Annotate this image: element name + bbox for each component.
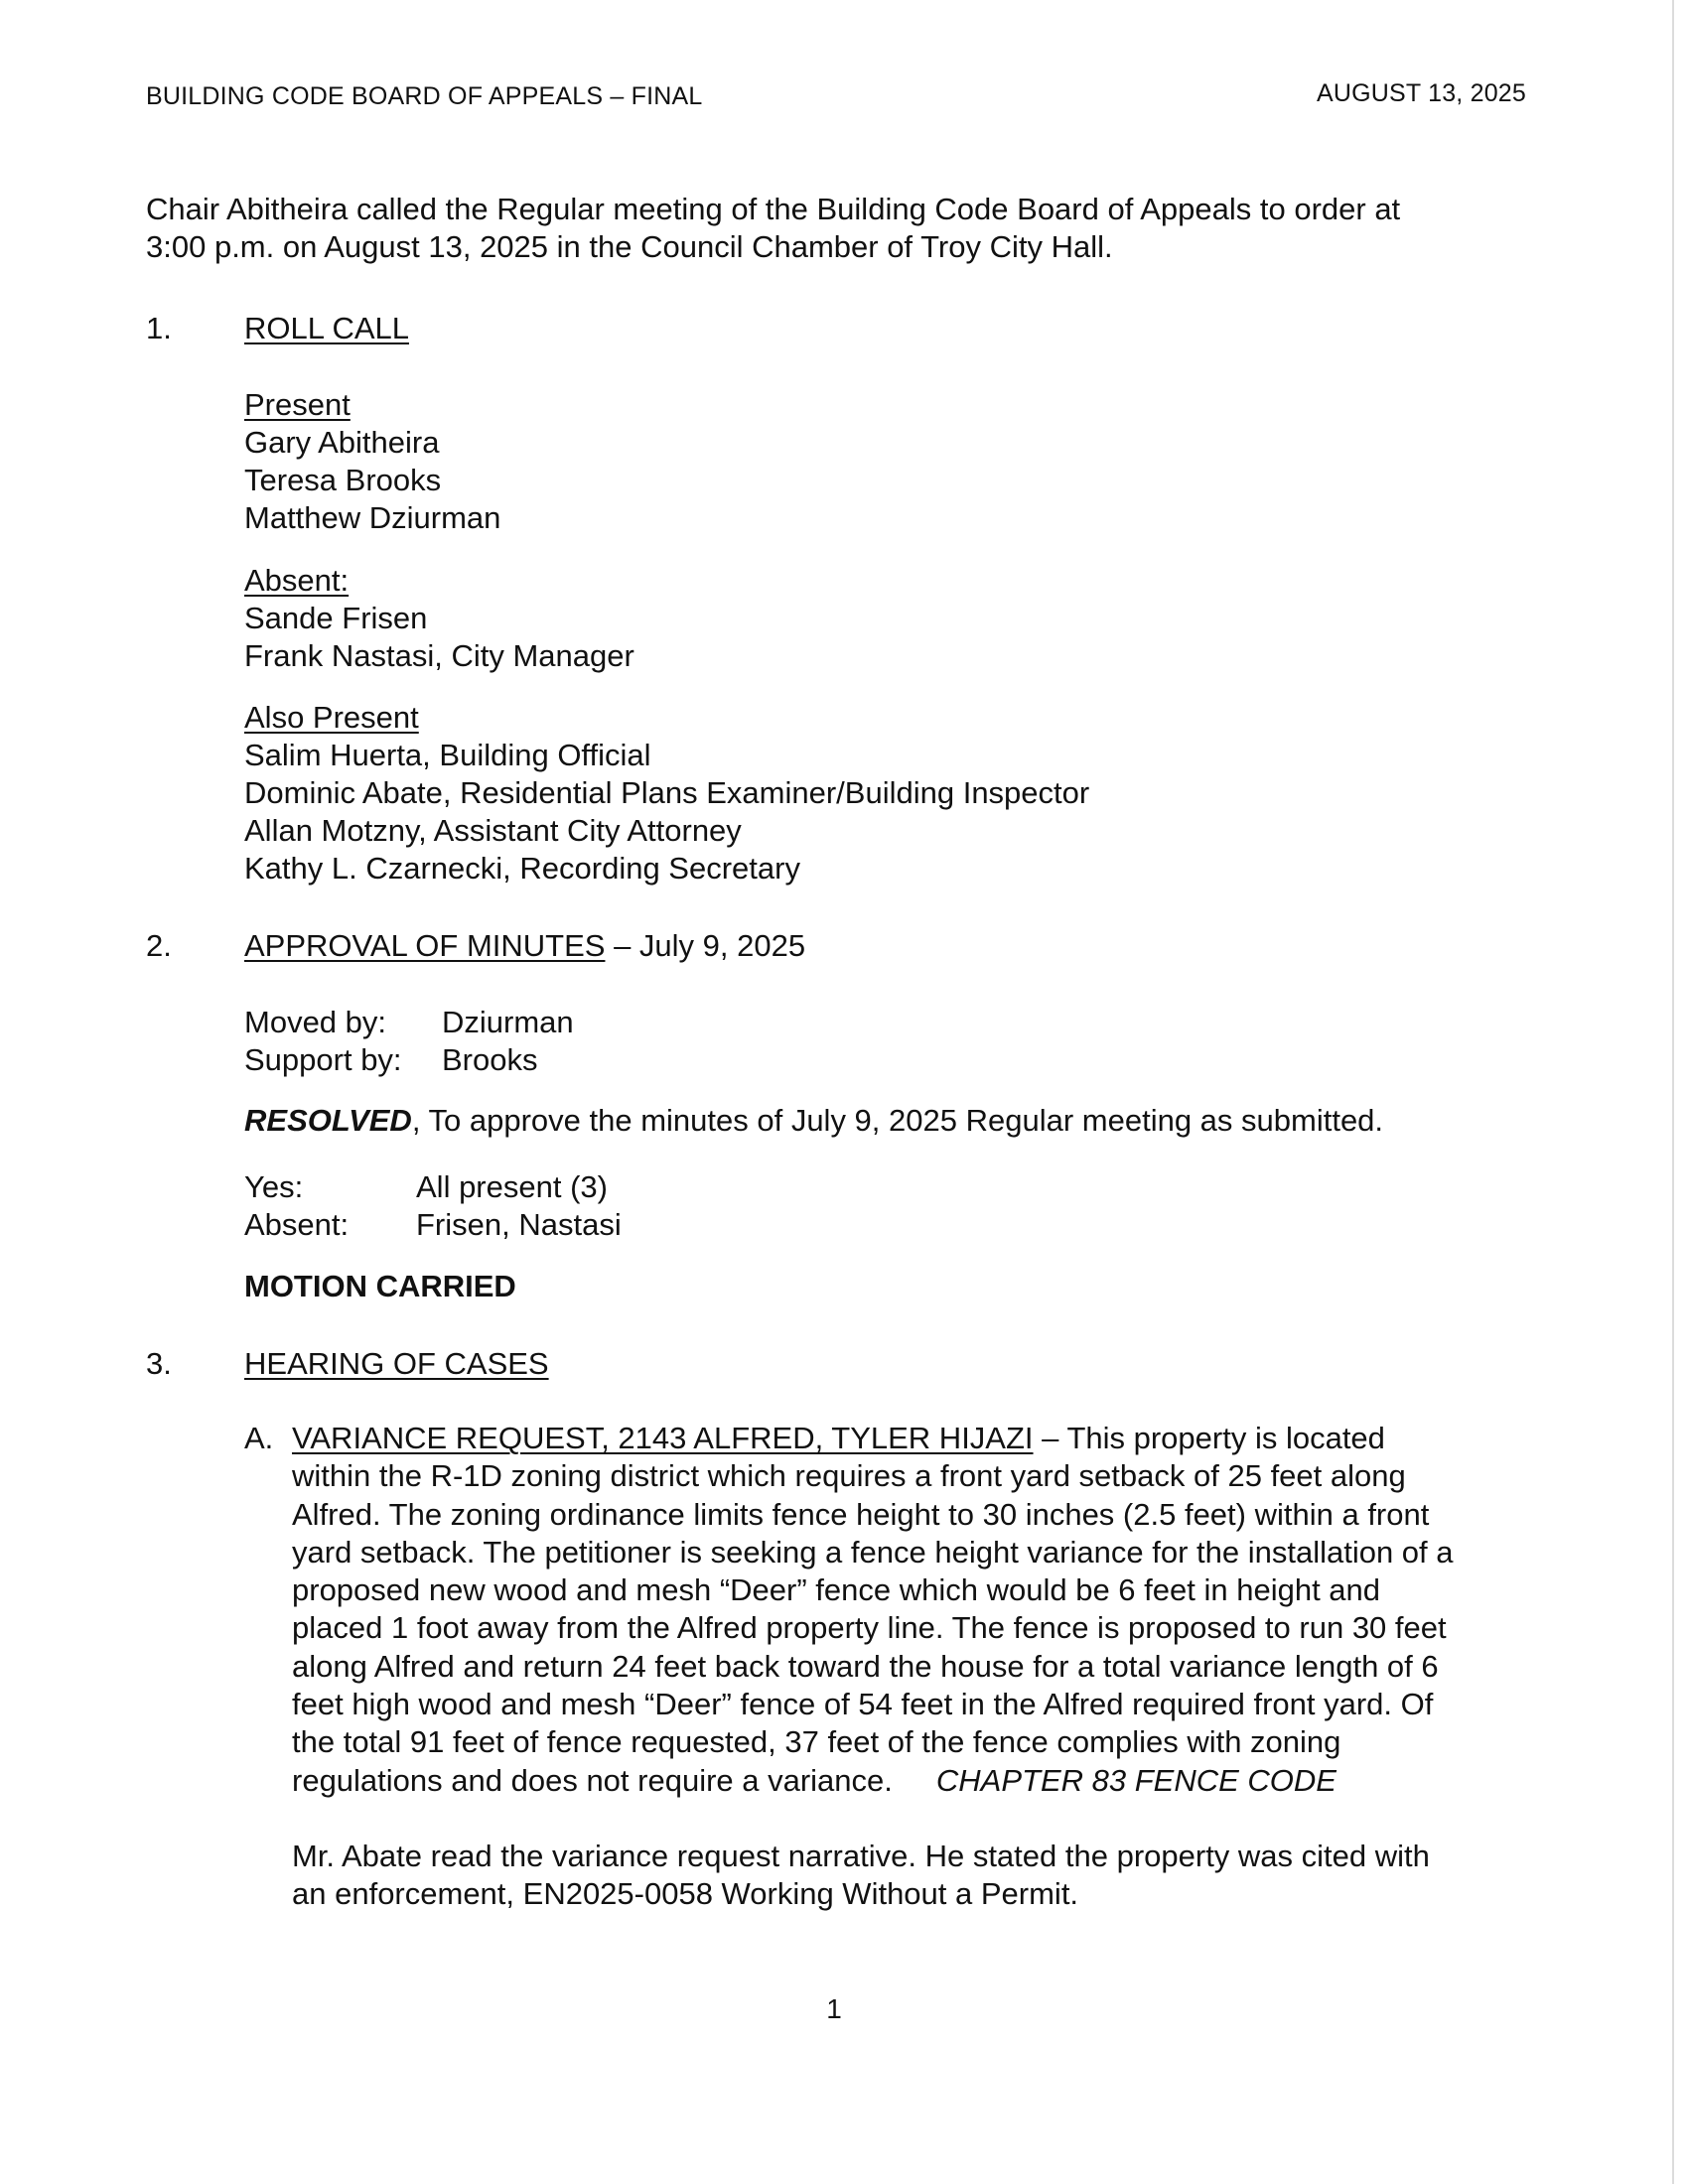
case-a-description [292, 1420, 1555, 1914]
case-a [244, 1420, 1555, 1914]
approval-title: APPROVAL OF MINUTES [244, 928, 606, 963]
header-title: BUILDING CODE BOARD OF APPEALS – FINAL [146, 82, 703, 110]
case-heading: VARIANCE REQUEST, 2143 ALFRED, TYLER HIJAZI [292, 1421, 1034, 1455]
staff-attendee: Salim Huerta, Building Official [244, 738, 651, 772]
case-line: within the R-1D zoning district which requires a front yard setback of 25 feet along [292, 1458, 1406, 1494]
code-reference: CHAPTER 83 FENCE CODE [935, 1762, 1336, 1798]
absent-label: Absent: [244, 563, 350, 598]
narrative-line: Mr. Abate read the variance request narrative. He stated the property was cited with [292, 1838, 1430, 1873]
absent-vote-label: Absent: [244, 1207, 350, 1242]
case-letter: A. [244, 1421, 274, 1455]
resolution [244, 1102, 1383, 1140]
absent-vote-value: Frisen, Nastasi [416, 1207, 622, 1242]
support-by-value: Brooks [442, 1042, 538, 1077]
absent-list [244, 562, 634, 675]
section-number-approval: 2. [146, 928, 172, 963]
staff-attendee: Kathy L. Czarnecki, Recording Secretary [244, 851, 800, 886]
present-label: Present [244, 387, 351, 422]
section-title-approval [244, 927, 805, 965]
attendee: Matthew Dziurman [244, 500, 501, 535]
moved-by-label: Moved by: [244, 1005, 387, 1039]
case-line: proposed new wood and mesh “Deer” fence which would be 6 feet in height and [292, 1572, 1381, 1608]
staff-attendee: Dominic Abate, Residential Plans Examiner/Building Inspector [244, 775, 1090, 810]
intro-paragraph [146, 191, 1556, 266]
page-number: 1 [826, 1993, 842, 2024]
resolved-label: RESOLVED [244, 1103, 412, 1138]
motion-result: MOTION CARRIED [244, 1269, 516, 1303]
case-line: placed 1 foot away from the Alfred property line. The fence is proposed to run 30 feet [292, 1610, 1447, 1646]
case-last-line: regulations and does not require a variance. [292, 1762, 893, 1798]
intro-line: 3:00 p.m. on August 13, 2025 in the Council Chamber of Troy City Hall. [146, 229, 1113, 264]
attendee: Teresa Brooks [244, 463, 442, 497]
case-heading-suffix: – This property is located [1033, 1421, 1385, 1455]
absentee: Frank Nastasi, City Manager [244, 638, 634, 673]
yes-value: All present (3) [416, 1169, 608, 1204]
case-line: feet high wood and mesh “Deer” fence of 54 feet in the Alfred required front yard. Of [292, 1687, 1434, 1722]
attendee: Gary Abitheira [244, 425, 440, 460]
section-title-hearing: HEARING OF CASES [244, 1346, 549, 1381]
present-list [244, 386, 500, 537]
also-present-label: Also Present [244, 700, 419, 735]
section-number-roll-call: 1. [146, 311, 172, 345]
moved-by-value: Dziurman [442, 1005, 574, 1039]
yes-label: Yes: [244, 1169, 304, 1204]
case-line: along Alfred and return 24 feet back toward the house for a total variance length of 6 [292, 1648, 1439, 1684]
intro-line: Chair Abitheira called the Regular meeting of the Building Code Board of Appeals to order at [146, 192, 1401, 226]
absentee: Sande Frisen [244, 601, 428, 635]
narrative-line: an enforcement, EN2025-0058 Working Without a Permit. [292, 1876, 1079, 1912]
case-line: Alfred. The zoning ordinance limits fence height to 30 inches (2.5 feet) within a front [292, 1496, 1430, 1532]
resolved-text: , To approve the minutes of July 9, 2025 Regular meeting as submitted. [411, 1103, 1384, 1138]
section-number-hearing: 3. [146, 1346, 172, 1381]
scan-page-edge [1672, 0, 1674, 2184]
case-line: yard setback. The petitioner is seeking a fence height variance for the installation of a [292, 1534, 1454, 1570]
section-title-roll-call: ROLL CALL [244, 311, 409, 345]
support-by-label: Support by: [244, 1042, 402, 1077]
header-date: AUGUST 13, 2025 [1317, 79, 1526, 107]
staff-attendee: Allan Motzny, Assistant City Attorney [244, 813, 742, 848]
case-line: the total 91 feet of fence requested, 37 feet of the fence complies with zoning [292, 1724, 1341, 1760]
also-present-list [244, 699, 1089, 887]
approval-date: – July 9, 2025 [605, 928, 806, 963]
